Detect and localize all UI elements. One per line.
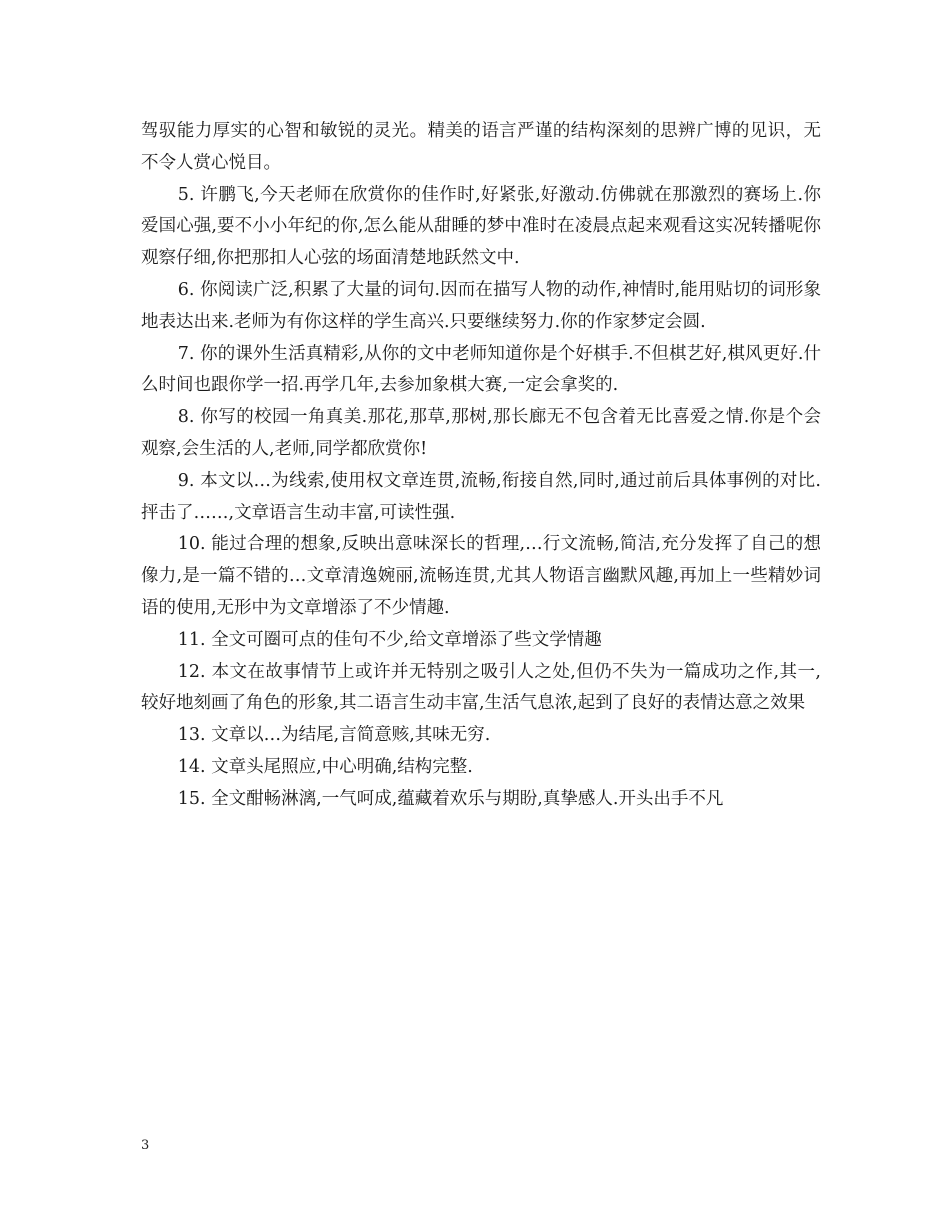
- paragraph-item-15: 15. 全文酣畅淋漓,一气呵成,蕴藏着欢乐与期盼,真挚感人.开头出手不凡: [177, 788, 724, 809]
- paragraph-item-6: 6. 你阅读广泛,积累了大量的词句.因而在描写人物的动作,神情时,能用贴切的词形象地表达出来.老师为有你这样的学生高兴.只要继续努力.你的作家梦定会圆.: [141, 279, 821, 332]
- paragraph-item-8: 8. 你写的校园一角真美.那花,那草,那树,那长廊无不包含着无比喜爱之情.你是个会观察,会生活的人,老师,同学都欣赏你!: [141, 407, 821, 459]
- page-number: 3: [141, 1138, 150, 1153]
- paragraph-item-5: 5. 许鹏飞,今天老师在欣赏你的佳作时,好紧张,好激动.仿佛就在那激烈的赛场上.你爱国心强,要不小小年纪的你,怎么能从甜睡的梦中准时在凌晨点起来观看这实况转播呢你观察仔细,你把那扣人心弦的场面清楚地跃然文中.: [141, 184, 821, 269]
- paragraph-item-11: 11. 全文可圈可点的佳句不少,给文章增添了些文学情趣: [177, 629, 602, 650]
- paragraph-item-13: 13. 文章以…为结尾,言简意赅,其味无穷.: [177, 725, 491, 746]
- paragraph-item-12: 12. 本文在故事情节上或许并无特别之吸引人之处,但仍不失为一篇成功之作,其一,较好地刻画了角色的形象,其二语言生动丰富,生活气息浓,起到了良好的表情达意之效果: [141, 661, 821, 714]
- paragraph-item-7: 7. 你的课外生活真精彩,从你的文中老师知道你是个好棋手.不但棋艺好,棋风更好.什么时间也跟你学一招.再学几年,去参加象棋大赛,一定会拿奖的.: [141, 343, 821, 396]
- paragraph-item-10: 10. 能过合理的想象,反映出意味深长的哲理,…行文流畅,简洁,充分发挥了自己的想像力,是一篇不错的…文章清逸婉丽,流畅连贯,尤其人物语言幽默风趣,再加上一些精妙词语的使用,无形中为文章增添了不少情趣.: [141, 534, 821, 618]
- paragraph-continued: 驾驭能力厚实的心智和敏锐的灵光。精美的语言严谨的结构深刻的思辨广博的见识，无不令人赏心悦目。: [141, 121, 821, 173]
- paragraph-item-9: 9. 本文以…为线索,使用权文章连贯,流畅,衔接自然,同时,通过前后具体事例的对比.抨击了……,文章语言生动丰富,可读性强.: [141, 470, 821, 523]
- document-body: [141, 116, 821, 816]
- paragraph-item-14: 14. 文章头尾照应,中心明确,结构完整.: [177, 756, 473, 777]
